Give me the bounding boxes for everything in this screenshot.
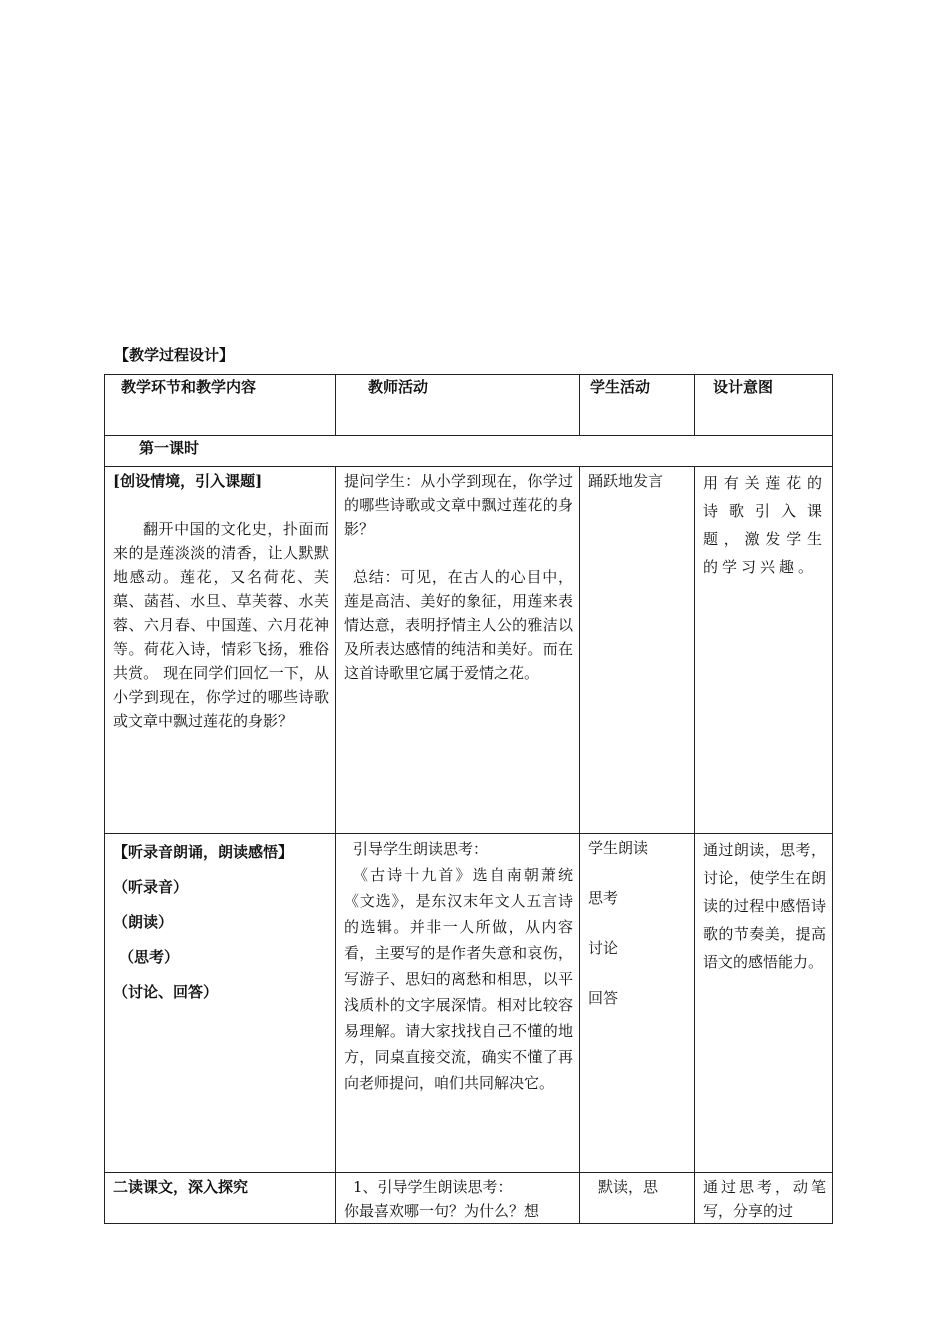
row2-teacher-text: 《古诗十九首》选自南朝萧统《文选》，是东汉末年文人五言诗的选辑。并非一人所做，从内容看，主要写的是作者失意和哀伤，写游子、思妇的离愁和相思，以平浅质朴的文字展深情。相对比较容易理解。请大家找找自己不懂的地方，同桌直接交流，确实不懂了再向老师提问，咱们共同解决它。: [344, 866, 573, 1092]
header-content: 教学环节和教学内容: [105, 375, 336, 436]
row2-section-title: 【听录音朗诵，朗读感悟】: [113, 843, 294, 861]
row1-student-activity: 踊跃地发言: [588, 472, 664, 490]
row2-student-think: 思考: [588, 889, 619, 907]
row3-teacher-guide: 1、引导学生朗读思考：: [353, 1178, 513, 1196]
period-label: 第一课时: [105, 436, 833, 467]
row2-intent-cell: [695, 834, 833, 1173]
lesson-plan-table: [104, 374, 833, 1224]
row2-teacher-cell: [336, 834, 580, 1173]
header-teacher: 教师活动: [336, 375, 580, 436]
row2-item-think: （思考）: [119, 948, 180, 966]
row2-item-read: （朗读）: [113, 913, 174, 931]
row1-intent-cell: [695, 467, 833, 834]
row2-item-listen: （听录音）: [113, 878, 189, 896]
table-row: [105, 467, 833, 834]
row1-student-cell: [580, 467, 695, 834]
header-intent: 设计意图: [695, 375, 833, 436]
row2-content-cell: [105, 834, 336, 1173]
row3-student-activity: 默读，思: [598, 1178, 659, 1196]
row2-student-discuss: 讨论: [588, 939, 619, 957]
row2-intent: 通过朗读，思考，讨论，使学生在朗读的过程中感悟诗歌的节奏美，提高语文的感悟能力。: [703, 841, 826, 971]
row2-student-cell: [580, 834, 695, 1173]
row3-section-title: 二读课文，深入探究: [113, 1178, 249, 1196]
section-heading: 【教学过程设计】: [114, 346, 235, 364]
row3-intent-cell: [695, 1173, 833, 1224]
table-row: [105, 1173, 833, 1224]
row3-teacher-text: 你最喜欢哪一句？为什么？想: [344, 1202, 540, 1220]
row3-student-cell: [580, 1173, 695, 1224]
row3-teacher-cell: [336, 1173, 580, 1224]
row1-section-title: [创设情境，引入课题]: [113, 472, 263, 490]
row1-intent: 用有关莲花的诗歌引入课题，激发学生的学习兴趣。: [703, 474, 826, 576]
row1-teacher-question: 提问学生：从小学到现在，你学过的哪些诗歌或文章中飘过莲花的身影？: [344, 472, 573, 538]
row2-student-answer: 回答: [588, 989, 619, 1007]
row2-item-discuss: （讨论、回答）: [113, 983, 219, 1001]
header-student: 学生活动: [580, 375, 695, 436]
row1-content-cell: [105, 467, 336, 834]
period-row: [105, 436, 833, 467]
row1-teacher-cell: [336, 467, 580, 834]
row3-intent: 通过思考，动笔写，分享的过: [703, 1178, 826, 1220]
row2-student-read: 学生朗读: [588, 839, 649, 857]
row3-content-cell: [105, 1173, 336, 1224]
row1-section-body: 翻开中国的文化史，扑面而来的是莲淡淡的清香，让人默默地感动。莲花，又名荷花、芙蕖、菡萏、水旦、草芙蓉、水芙蓉、六月春、中国莲、六月花神等。荷花入诗，情彩飞扬，雅俗共赏。 现在同学们回忆一下，从小学到现在，你学过的哪些诗歌或文章中飘过莲花的身影？: [113, 520, 329, 730]
row1-teacher-summary: 总结：可见，在古人的心目中，莲是高洁、美好的象征，用莲来表情达意，表明抒情主人公的雅洁以及所表达感情的纯洁和美好。而在这首诗歌里它属于爱情之花。: [344, 568, 573, 682]
table-row: [105, 834, 833, 1173]
table-header-row: [105, 375, 833, 436]
row2-teacher-guide: 引导学生朗读思考：: [353, 840, 489, 858]
